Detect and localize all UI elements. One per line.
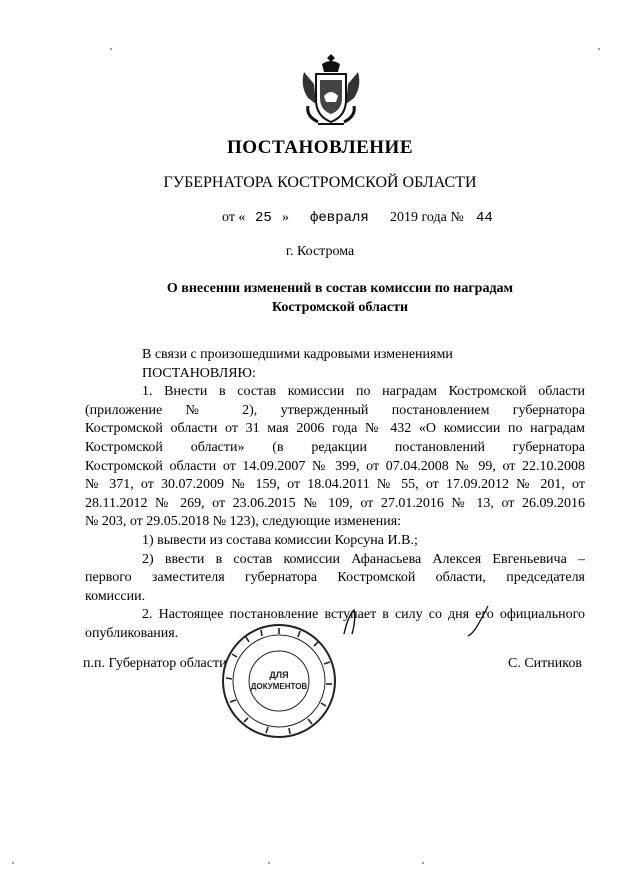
resolve-heading: ПОСТАНОВЛЯЮ:	[142, 365, 256, 381]
document-number: 44	[476, 210, 493, 226]
item1-line: Костромской области от 31 мая 2006 года № 432 «О комиссии по наградам	[85, 421, 585, 437]
item1-line: 28.11.2012 № 269, от 23.06.2015 № 109, от 27.01.2016 № 13, от 26.09.2016	[85, 495, 585, 511]
item1-line: (приложение № 2), утвержденный постановлением губернатора	[85, 402, 585, 418]
subitem-1: 1) вывести из состава комиссии Корсуна И.В.;	[142, 532, 418, 548]
scan-speck	[598, 48, 600, 50]
item1-line: 1. Внести в состав комиссии по наградам Костромской области	[142, 384, 585, 400]
document-issuer: ГУБЕРНАТОРА КОСТРОМСКОЙ ОБЛАСТИ	[163, 174, 477, 191]
stamp-center-line: ДОКУМЕНТОВ	[250, 682, 308, 691]
official-stamp-icon	[220, 622, 338, 740]
subject-line: Костромской области	[271, 300, 409, 315]
item1-line: Костромской области» (в редакции постановлений губернатора	[85, 439, 585, 455]
signatory-name: С. Ситников	[508, 656, 582, 671]
document-subject	[120, 279, 560, 317]
subitem-2-line: 2) ввести в состав комиссии Афанасьева Алексея Евгеньевича –	[142, 551, 585, 567]
document-title: ПОСТАНОВЛЕНИЕ	[226, 137, 414, 158]
date-month: февраля	[310, 210, 369, 226]
item1-line: № 203, от 29.05.2018 № 123), следующие изменения:	[85, 514, 402, 530]
scan-speck	[110, 48, 112, 50]
intro-paragraph: В связи с произошедшими кадровыми изменениями	[142, 347, 453, 362]
item1-line: Костромской области от 14.09.2007 № 399, от 07.04.2008 № 99, от 22.10.2008	[85, 458, 585, 474]
item2-line: 2. Настоящее постановление вступает в силу со дня его официального	[142, 607, 585, 623]
stamp-center-line: ДЛЯ	[269, 670, 289, 680]
subject-line: О внесении изменений в состав комиссии по наградам	[166, 281, 514, 296]
subitem-2-line: первого заместителя губернатора Костромской области, председателя	[85, 570, 585, 586]
date-year: 2019 года №	[390, 210, 464, 225]
handwritten-signature-icon	[338, 600, 498, 640]
scan-speck	[422, 862, 424, 864]
signatory-title: п.п. Губернатор области	[83, 656, 227, 671]
date-day: 25	[255, 210, 272, 226]
document-city: г. Кострома	[285, 244, 355, 259]
date-close-quote: »	[282, 210, 289, 225]
item1-line: № 371, от 30.07.2009 № 159, от 18.04.2011 № 55, от 17.09.2012 № 201, от	[85, 477, 585, 493]
coat-of-arms-icon	[298, 50, 364, 130]
subitem-2-line: комиссии.	[85, 588, 146, 604]
item2-line: опубликования.	[85, 625, 179, 641]
scan-speck	[268, 862, 270, 864]
document-body	[85, 346, 585, 644]
scan-speck	[12, 862, 14, 864]
date-prefix: от «	[222, 210, 246, 225]
